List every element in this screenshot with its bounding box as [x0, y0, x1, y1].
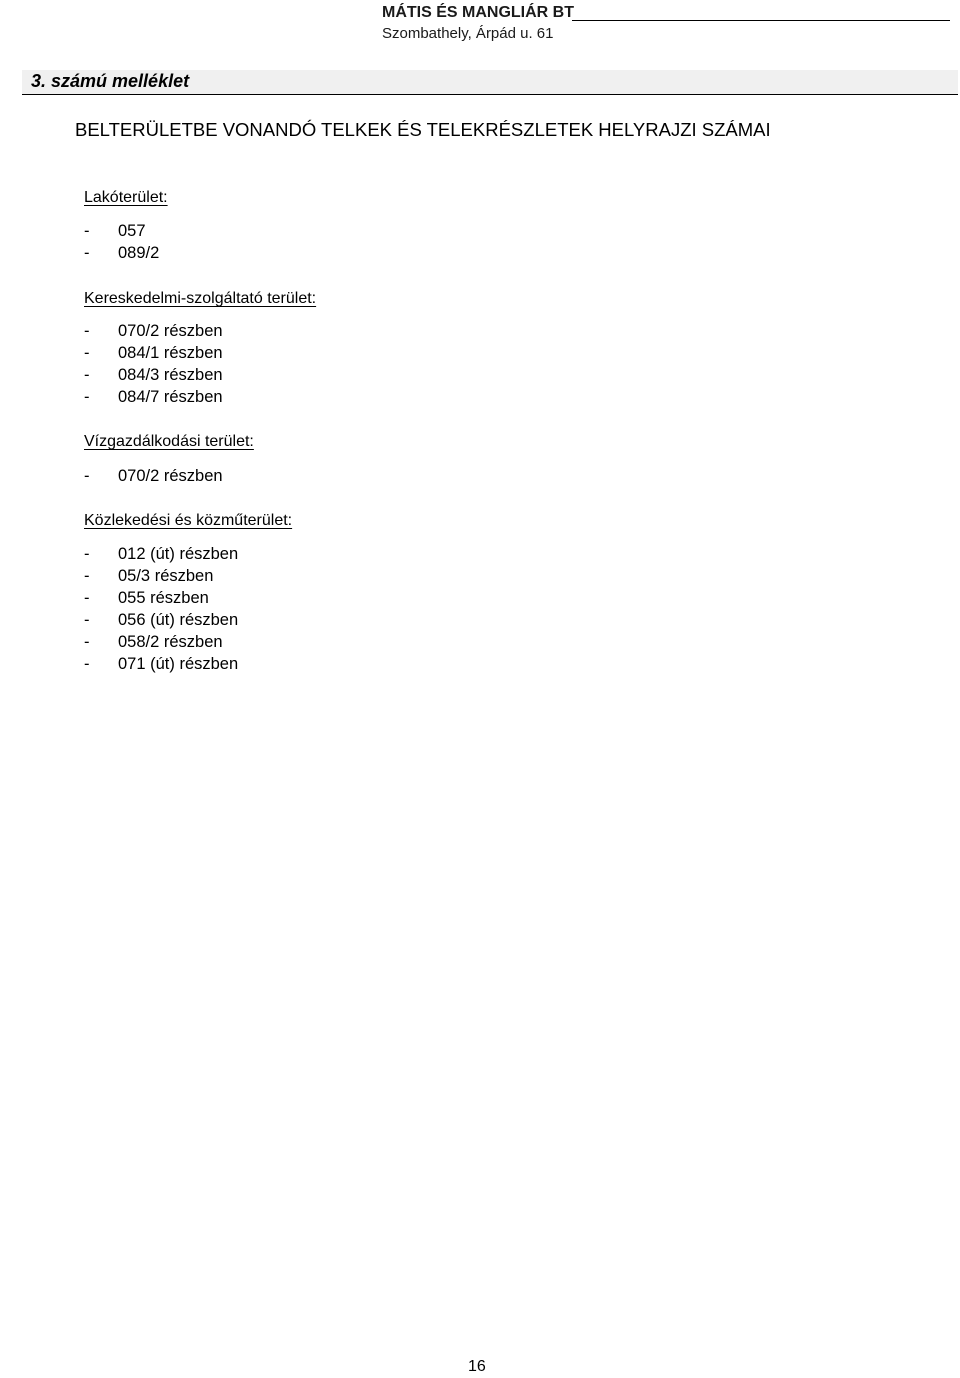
list-item	[84, 609, 238, 631]
parcel-number: 084/3 részben	[118, 366, 223, 384]
parcel-number: 084/7 részben	[118, 388, 223, 406]
list-dash: -	[84, 589, 90, 607]
section-list-kozlekedesi	[84, 543, 238, 675]
list-item	[84, 220, 159, 242]
section-heading-vizgazdalkodasi: Vízgazdálkodási terület:	[84, 433, 254, 450]
list-dash: -	[84, 344, 90, 362]
list-item	[84, 631, 238, 653]
parcel-number: 084/1 részben	[118, 344, 223, 362]
list-item	[84, 587, 238, 609]
parcel-number: 058/2 részben	[118, 633, 223, 651]
parcel-number: 057	[118, 222, 146, 240]
header-rule	[572, 20, 950, 21]
list-dash: -	[84, 222, 90, 240]
list-dash: -	[84, 388, 90, 406]
page-number: 16	[468, 1358, 486, 1375]
list-dash: -	[84, 567, 90, 585]
list-item	[84, 465, 223, 487]
list-item	[84, 565, 238, 587]
section-heading-kozlekedesi: Közlekedési és közműterület:	[84, 512, 293, 529]
list-dash: -	[84, 244, 90, 262]
list-item	[84, 242, 159, 264]
section-list-lakoterulet	[84, 220, 159, 264]
parcel-number: 012 (út) részben	[118, 545, 239, 563]
list-dash: -	[84, 322, 90, 340]
parcel-number: 05/3 részben	[118, 567, 214, 585]
list-item	[84, 543, 238, 565]
list-item	[84, 320, 223, 342]
annex-banner	[22, 70, 958, 95]
list-item	[84, 653, 238, 675]
company-name: MÁTIS ÉS MANGLIÁR BT	[382, 4, 574, 21]
section-heading-lakoterulet: Lakóterület:	[84, 189, 168, 206]
annex-title: 3. számú melléklet	[31, 71, 190, 91]
parcel-number: 070/2 részben	[118, 322, 223, 340]
document-title: BELTERÜLETBE VONANDÓ TELKEK ÉS TELEKRÉSZLETEK HELYRAJZI SZÁMAI	[75, 119, 771, 140]
section-list-vizgazdalkodasi	[84, 465, 223, 487]
list-dash: -	[84, 366, 90, 384]
list-dash: -	[84, 545, 90, 563]
list-item	[84, 386, 223, 408]
company-address: Szombathely, Árpád u. 61	[382, 25, 554, 42]
list-dash: -	[84, 611, 90, 629]
list-dash: -	[84, 467, 90, 485]
parcel-number: 071 (út) részben	[118, 655, 239, 673]
list-dash: -	[84, 633, 90, 651]
section-heading-kereskedelmi: Kereskedelmi-szolgáltató terület:	[84, 290, 317, 307]
list-dash: -	[84, 655, 90, 673]
parcel-number: 089/2	[118, 244, 160, 262]
parcel-number: 055 részben	[118, 589, 209, 607]
parcel-number: 070/2 részben	[118, 467, 223, 485]
list-item	[84, 364, 223, 386]
parcel-number: 056 (út) részben	[118, 611, 239, 629]
section-list-kereskedelmi	[84, 320, 223, 408]
list-item	[84, 342, 223, 364]
